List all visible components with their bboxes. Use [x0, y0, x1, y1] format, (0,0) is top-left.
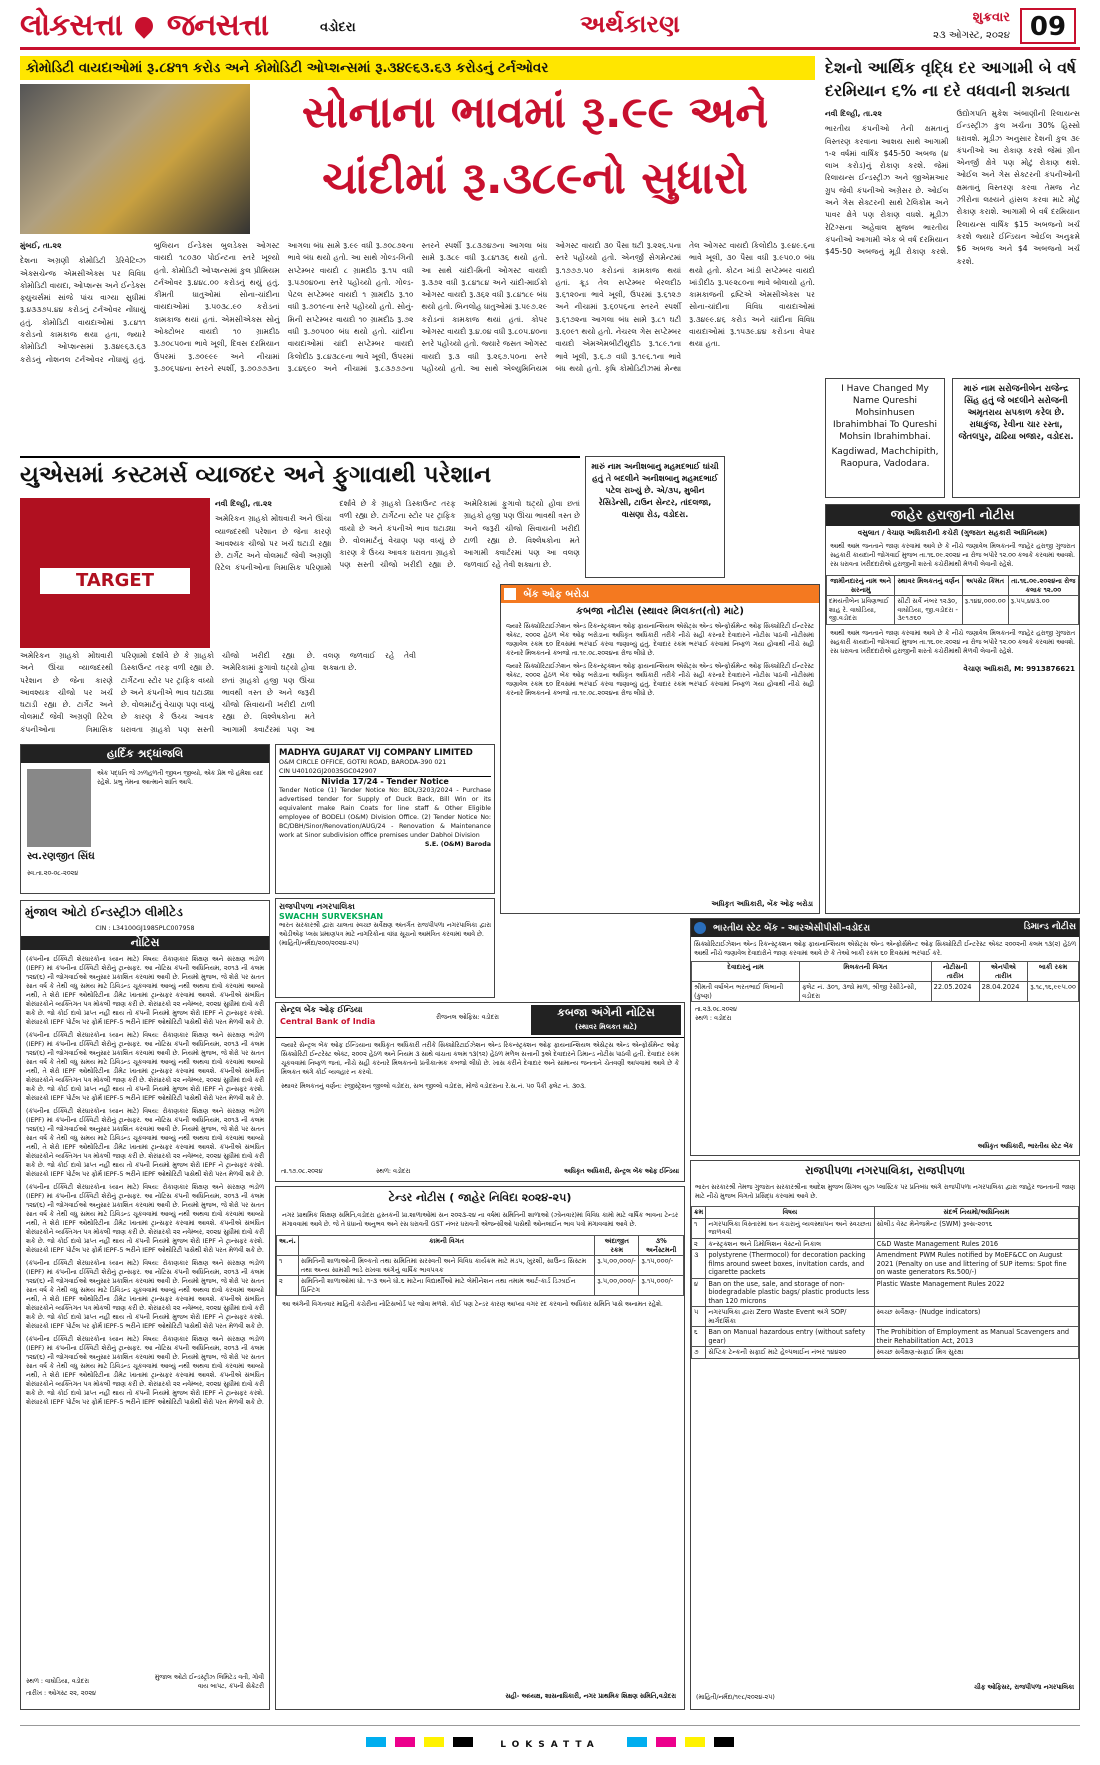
cb-bank: સેન્ટ્રલ બેંક ઓફ ઈન્ડિયા [280, 1005, 363, 1014]
bob-sign: અધિકૃત અધિકારી, બેંક ઓફ બરોડા [711, 900, 813, 908]
pn-price2: રૂ.૫૫,૪૪૩.૦૦ [1008, 596, 1078, 625]
pn-owner: દમયંતીબેન પ્રવિણભાઈ શાહ રે. વાઘોડિયા, જી.વડોદરા [827, 596, 895, 625]
bob-logo-icon [504, 588, 516, 600]
table-row: ૧ નગરપાલિકા વિસ્તારમાં ઘન કચરાનું વ્યવસ્થાપન અને સ્વચ્છતા જાળવવી સોલીડ વેસ્ટ મેનેજમેન્ટ (SWM) રૂલ્સ-૨૦૧૬ [692, 1218, 1079, 1238]
mgvcl-sign: S.E. (O&M) Baroda [424, 841, 491, 848]
mgvcl-address: O&M CIRCLE OFFICE, GOTRI ROAD, BARODA-390 021 [279, 759, 447, 766]
munjal-company: મુંજાલ ઓટો ઈન્ડસ્ટ્રીઝ લીમીટેડ [25, 905, 183, 919]
munjal-place: સ્થળ : વાઘોડિયા, વડોદરા [26, 1678, 89, 1685]
tender-table [276, 1235, 684, 1296]
us-dateline: નવી દિલ્હી, તા.૨૨ [215, 499, 272, 508]
swachh-ref: (માહિતી/નર્મદા/૨૦૦/૨૦૨૪-૨૫) [279, 940, 359, 947]
economy-headline: દેશનો આર્થિક વૃદ્ધિ દર આગામી બે વર્ષ દરમિયાન ૬% ના દરે વધવાની શક્યતા [825, 58, 1077, 100]
economy-text: ભારતીય કંપનીઓ તેની ક્ષમતાનું વિસ્તરણ કરવાના આશય સાથે આગામી ૧-૨ વર્ષમાં વાર્ષિક $45-50 અબજ (૪ લાખ કરોડ)નું રોકાણ કરશે. જેમાં રિલાયન્સ ઈન્ડસ્ટ્રીઝ અને જીએમઆર ગ્રુપ જેવી કંપનીઓ અગ્રેસર છે. ઓઈલ અને ગેસ સેક્ટરની સાથે ટેલિકોમ અને પાવર ક્ષેત્રે પણ રોકાણ વધશે. મૂડીઝ રેટિંગ્સના અહેવાલ મુજબ ભારતીય કંપનીઓ આગામી એક બે વર્ષ દરમિયાન $45-50 અબજનું મૂડી રોકાણ કરશે. ઉદ્યોગપતિ મુકેશ અંબાણીની રિલાયન્સ ઈન્ડસ્ટ્રીઝ કુલ ખર્ચના 30% હિસ્સો ધરાવશે. મૂડીઝ અનુસાર દેશની કુલ ૩૯ કંપનીઓ આ રોકાણ કરશે જેમાં ગ્રીન એનર્જી ક્ષેત્રે પણ મોટું રોકાણ થશે. ઓઈલ અને ગેસ સેક્ટરની કંપનીઓની ક્ષમતાનું વિસ્તરણ કરવા તેમજ નેટ ઝીરોના લક્ષ્યને હાંસલ કરવા માટે મોટું રોકાણ કરાશે. આગામી બે વર્ષ દરમિયાન રિલાયન્સ વાર્ષિક $15 અબજનો ખર્ચ કરશે જ્યારે ઈન્ડિયન ઓઈલ અનુક્રમે $6 અબજ અને $4 અબજનો ખર્ચ કરશે. [825, 109, 1080, 266]
cb-body: જ્યારે સેન્ટ્રલ બેંક ઓફ ઈન્ડિયાના અધિકૃત અધિકારી તરીકે સિક્યોરિટાઈઝેશન એન્ડ રિકન્સ્ટ્રક્શન ઓફ ફાયનાન્શિયલ એસેટ્સ એન્ડ એન્ફોર્સમેન્ટ ઓફ સિક્યોરિટી ઈન્ટરેસ્ટ એક્ટ, ૨૦૦૨ હેઠળ અને નિયમ ૩ સાથે વાંચતા કલમ ૧૩(૧૨) હેઠળ મળેલ સત્તાની રૂએ દેવાદારને ડિમાન્ડ નોટીસ પાઠવી હતી. દેવાદાર રકમ ચૂકવવામાં નિષ્ફળ જતાં, નીચે સહી કરનારે મિલકતનો પ્રતીકાત્મક કબજો લીધો છે. ખાસ કરીને દેવાદાર અને સામાન્ય જનતાને ચેતવણી આપવામાં આવે છે કે મિલકત અંગે કોઈ વ્યવહાર ન કરવો. [281, 1042, 679, 1076]
munjal-body-4: (કંપનીના ઈક્વિટી શેરધારકોના ધ્યાન માટે) વિષય: રોકાણકાર શિક્ષણ અને સંરક્ષણ ભંડોળ (IEPF) માં કંપનીના ઈક્વિટી શેરોનું ટ્રાન્સફર. આ નોટિસ કંપની અધિનિયમ, ૨૦૧૩ ની કલમ ૧૨૪(૬) ની જોગવાઈઓ અનુસાર પ્રકાશિત કરવામાં આવી છે. નિયમો મુજબ, જે શેરો પર સતત સાત વર્ષ કે તેથી વધુ સમય માટે ડિવિડન્ડ ચૂકવવામાં આવ્યું નથી અથવા દાવો કરવામાં આવ્યો નથી, તે શેરો IEPF ઓથોરિટીના ડીમેટ ખાતામાં ટ્રાન્સફર કરવામાં આવશે. કંપનીએ સંબંધિત શેરધારકોને વ્યક્તિગત પત્ર મોકલી જાણ કરી છે. શેરધારકો ૨૨ નવેમ્બર, ૨૦૨૪ સુધીમાં દાવો કરી શકે છે. જો કોઈ દાવો પ્રાપ્ત નહીં થાય તો કંપની નિયમો મુજબ શેરો IEPF ને ટ્રાન્સફર કરશે. શેરધારકો IEPF પોર્ટલ પર ફોર્મ IEPF-5 ભરીને IEPF ઓથોરિટી પાસેથી શેરો પરત મેળવી શકે છે. [26, 1184, 264, 1254]
name-change-box [825, 378, 945, 498]
munjal-notice [20, 900, 270, 1710]
logo-pin-icon [132, 13, 157, 38]
tender-notice [275, 1186, 685, 1710]
mgvcl-company: MADHYA GUJARAT VIJ COMPANY LIMITED [279, 748, 473, 758]
sbi-col-npa: એનપીએ તારીખ [979, 962, 1028, 982]
rajpipla-title: રાજપીપળા નગરપાલિકા, રાજપીપળા [805, 1164, 965, 1177]
sbi-col-date: નોટીસની તારીખ [931, 962, 979, 982]
tender-sign: સહી- અધ્યક્ષ, શાસનાધિકારી, નગર પ્રાથમિક શિક્ષણ સમિતિ,વડોદરા [505, 1693, 676, 1700]
economy-body [825, 108, 1080, 370]
sbi-date: તા.૨૩.૦૮.૨૦૨૪ [695, 1006, 737, 1013]
mgvcl-cin: CIN U40102GJ2003SGC042907 [279, 768, 377, 775]
rajpipla-ref: (માહિતી/નર્મદા/૧૯૮/૨૦૨૪-૨૫) [696, 1694, 775, 1701]
rajpipla-notice [690, 1160, 1080, 1710]
mgvcl-nivida: Nivida 17/24 - Tender Notice [279, 776, 491, 786]
public-notice-body-2: આથી આમ જનતાને જાણ કરવામાં આવે છે કે નીચે જણાવેલ મિલકતની જાહેર હરાજી ગુજરાત સહકારી કાયદાની જોગવાઈ મુજબ તા.૧૬.૦૯.૨૦૨૪ ના રોજ બપોરે ૧૨.૦૦ કલાકે કરવામાં આવશે. રસ ધરાવતા ખરીદદારોએ હરાજીની શરતો કચેરીમાંથી મેળવી લેવાની રહેશે. [830, 629, 1075, 655]
public-notice-officer: વેચાણ અધિકારી, M: 9913876621 [963, 664, 1075, 673]
obituary-photo [27, 769, 91, 847]
swatch-cyan-2 [627, 1737, 647, 1747]
footer-color-bar [20, 1725, 1080, 1749]
sbi-col-name: દેવાદારનું નામ [692, 962, 800, 982]
munjal-body-5: (કંપનીના ઈક્વિટી શેરધારકોના ધ્યાન માટે) વિષય: રોકાણકાર શિક્ષણ અને સંરક્ષણ ભંડોળ (IEPF) માં કંપનીના ઈક્વિટી શેરોનું ટ્રાન્સફર. આ નોટિસ કંપની અધિનિયમ, ૨૦૧૩ ની કલમ ૧૨૪(૬) ની જોગવાઈઓ અનુસાર પ્રકાશિત કરવામાં આવી છે. નિયમો મુજબ, જે શેરો પર સતત સાત વર્ષ કે તેથી વધુ સમય માટે ડિવિડન્ડ ચૂકવવામાં આવ્યું નથી અથવા દાવો કરવામાં આવ્યો નથી, તે શેરો IEPF ઓથોરિટીના ડીમેટ ખાતામાં ટ્રાન્સફર કરવામાં આવશે. કંપનીએ સંબંધિત શેરધારકોને વ્યક્તિગત પત્ર મોકલી જાણ કરી છે. શેરધારકો ૨૨ નવેમ્બર, ૨૦૨૪ સુધીમાં દાવો કરી શકે છે. જો કોઈ દાવો પ્રાપ્ત નહીં થાય તો કંપની નિયમો મુજબ શેરો IEPF ને ટ્રાન્સફર કરશે. શેરધારકો IEPF પોર્ટલ પર ફોર્મ IEPF-5 ભરીને IEPF ઓથોરિટી પાસેથી શેરો પરત મેળવી શકે છે. [26, 1260, 264, 1330]
swatch-cyan [366, 1737, 386, 1747]
section-title: અર્થકારણ [580, 10, 680, 38]
masthead [20, 6, 1080, 50]
sbi-col-amount: બાકી રકમ [1028, 962, 1079, 982]
sbi-logo-icon [694, 922, 706, 934]
public-notice-table [826, 575, 1079, 625]
table-row: ૨ કન્સ્ટ્રક્શન અને ડિમોલિશન વેસ્ટનો નિકાલ C&D Waste Management Rules 2016 [692, 1238, 1079, 1250]
us-text: અમેરિકન ગ્રાહકો મોંઘવારી અને ઊંચા વ્યાજદરથી પરેશાન છે જેના કારણે આવશ્યક ચીજો પર ખર્ચ ઘટાડી રહ્યા છે. ટાર્ગેટ અને વોલમાર્ટ જેવી અગ્રણી રિટેલ કંપનીઓના ત્રિમાસિક પરિણામો દર્શાવે છે કે ગ્રાહકો ડિસ્કાઉન્ટ તરફ વળી રહ્યા છે. ટાર્ગેટના સ્ટોર પર ટ્રાફિક વધ્યો છે અને કંપનીએ ભાવ ઘટાડ્યા છે. વોલમાર્ટનું વેચાણ પણ વધ્યું છે કારણ કે ઉચ્ચ આવક ધરાવતા ગ્રાહકો પણ સસ્તી ચીજો ખરીદી રહ્યા છે. અમેરિકામાં ફુગાવો ઘટ્યો હોવા છતાં ગ્રાહકો હજી પણ ઊંચા ભાવથી ત્રસ્ત છે અને જરૂરી ચીજો સિવાયની ખરીદી ટાળી રહ્યા છે. વિશ્લેષકોના મતે આગામી ક્વાર્ટરમાં પણ આ વલણ જળવાઈ રહે તેવી શક્યતા છે. [215, 499, 580, 573]
tender-col-no: અ.નં. [277, 1236, 299, 1256]
public-notice [825, 504, 1080, 914]
pn-col-price: અપસેટ કિંમત [962, 576, 1008, 596]
lead-headline-1: સોનાના ભાવમાં રૂ.૯૯ અને [301, 87, 769, 138]
table-row: ૬ Ban on Manual hazardous entry (without safety gear) The Prohibition of Employment as Manual Scavengers and their Rehabilitation Act, 2013 [692, 1327, 1079, 1347]
table-row: ૩ polystyrene (Thermocol) for decoration packing films around sweet boxes, invitation cards, and cigarette packets Amendment PWM Rules notified by MoEF&CC on August 2021 (Penalty on use and littering of SUP items: Spot fine on waste generators Rs.500/-) [692, 1250, 1079, 1279]
classified-1: મારું નામ અનીશબાનુ મહમદભાઈ ઘાંચી હતું તે બદલીને અનીશબાનુ મહમદભાઈ પટેલ રાખ્યું છે. એ/૩૫, મુબીન રેસિડેન્સી, ટાઉન સેન્ટર, તાંદલજા, વાસણા રોડ, વડોદરા. [585, 456, 725, 578]
bob-body-2: જ્યારે સિક્યોરિટાઈઝેશન એન્ડ રિકન્સ્ટ્રક્શન ઓફ ફાયનાન્શિયલ એસેટ્સ એન્ડ એન્ફોર્સમેન્ટ ઓફ સિક્યોરિટી ઈન્ટરેસ્ટ એક્ટ, ૨૦૦૨ હેઠળ બેંક ઓફ બરોડાના અધિકૃત અધિકારી તરીકે નીચે સહી કરનારે દેવાદારને નોટીસ પાઠવી નોટીસમાં જણાવેલ રકમ ૬૦ દિવસમાં ભરપાઈ કરવા જણાવ્યું હતું. દેવાદાર રકમ ભરપાઈ કરવામાં નિષ્ફળ ગયા હોવાથી નીચે સહી કરનારે મિલકતનો કબજો તા.૧૯.૦૮.૨૦૨૪ના રોજ લીધો છે. [506, 663, 814, 697]
table-row: ૧ સમિતિની શાળાઓની મિલ્કતો તથા સમિતિમાં સરસ્વતી અને વિવિધ કાર્યક્રમ માટે મંડપ, ખુરશી, સાઉન્ડ સિસ્ટમ તથા અન્ય સામગ્રી ભાડે રાખવા અંગેનું વાર્ષિક ભાવપત્રક રૂ.૫,૦૦,૦૦૦/- રૂ.૧૫,૦૦૦/- [277, 1256, 684, 1276]
sbi-col-property: મિલકતની વિગત [800, 962, 932, 982]
munjal-sign: મુંજાલ ઓટો ઈન્ડસ્ટ્રીઝ લિમિટેડ વતી, ગોવી વાય બાપટ, કંપની સેક્રેટરી [154, 1674, 264, 1690]
rajpipla-table [691, 1206, 1079, 1359]
swatch-yellow-2 [685, 1737, 705, 1747]
obituary-name: સ્વ.રણજીત સિંઘ [27, 851, 95, 862]
cb-date: તા.૧૭.૦૮.૨૦૨૪ [281, 1168, 323, 1175]
lead-strap: કોમોડિટી વાયદાઓમાં રૂ.૮૪૧૧ કરોડ અને કોમોડિટી ઓપ્શન્સમાં રૂ.૩૪૯૬૩.૬૩ કરોડનું ટર્નઓવર [20, 56, 815, 80]
munjal-body-2: (કંપનીના ઈક્વિટી શેરધારકોના ધ્યાન માટે) વિષય: રોકાણકાર શિક્ષણ અને સંરક્ષણ ભંડોળ (IEPF) માં કંપનીના ઈક્વિટી શેરોનું ટ્રાન્સફર. આ નોટિસ કંપની અધિનિયમ, ૨૦૧૩ ની કલમ ૧૨૪(૬) ની જોગવાઈઓ અનુસાર પ્રકાશિત કરવામાં આવી છે. નિયમો મુજબ, જે શેરો પર સતત સાત વર્ષ કે તેથી વધુ સમય માટે ડિવિડન્ડ ચૂકવવામાં આવ્યું નથી અથવા દાવો કરવામાં આવ્યો નથી, તે શેરો IEPF ઓથોરિટીના ડીમેટ ખાતામાં ટ્રાન્સફર કરવામાં આવશે. કંપનીએ સંબંધિત શેરધારકોને વ્યક્તિગત પત્ર મોકલી જાણ કરી છે. શેરધારકો ૨૨ નવેમ્બર, ૨૦૨૪ સુધીમાં દાવો કરી શકે છે. જો કોઈ દાવો પ્રાપ્ત નહીં થાય તો કંપની નિયમો મુજબ શેરો IEPF ને ટ્રાન્સફર કરશે. શેરધારકો IEPF પોર્ટલ પર ફોર્મ IEPF-5 ભરીને IEPF ઓથોરિટી પાસેથી શેરો પરત મેળવી શકે છે. [26, 1032, 264, 1102]
tender-title: ટેન્ડર નોટીસ ( જાહેર નિવિદા ૨૦૨૪-૨૫) [388, 1191, 572, 1204]
sbi-row-name: શ્રીમતી વર્ષાબેન ભરતભાઈ લિબાની (કુષ્ણ) [692, 982, 800, 1002]
obituary-title: હાર્દિક શ્રદ્ધાંજલિ [21, 745, 269, 763]
cb-title: કબજા અંગેની નોટિસ (સ્થાવર મિલકત માટે) [531, 1005, 681, 1035]
lead-body [20, 240, 815, 450]
target-photo [20, 498, 210, 648]
cb-property: સ્થાવર મિલકતનું વર્ણન: રજીસ્ટ્રેશન જીલ્લો વડોદરા, સબ જીલ્લો વડોદરા, મોજે વડોદરાના રે.સ.નં. ૫૦ પૈકી ફ્લેટ નં. ૩૦૩. [281, 1083, 587, 1090]
bob-notice [500, 584, 820, 914]
sbi-table [691, 961, 1079, 1002]
cb-bank-en: Central Bank of India [280, 1017, 376, 1026]
pn-price: રૂ.૧૪૪,૦૦૦.૦૦ [962, 596, 1008, 625]
tender-body: નગર પ્રાથમિક શિક્ષણ સમિતિ,વડોદરા હસ્તકની પ્રા.શાળાઓમાં સન ૨૦૨૩-૨૪ ના વર્ષમાં સમિતિની શાળાઓ (ઝોનવાર)માં વિવિધ કામો માટે વાર્ષિક ભાવના ટેન્ડર મંગાવવામાં આવે છે. જે તે ધંધાનો અનુભવ અને રસ ધરાવતી GST નંબર ધરાવતી એજન્સીઓ પાસેથી ઓનલાઈન ભાવ પત્રો મંગાવવામાં આવે છે. [282, 1212, 678, 1228]
munjal-cin: CIN : L34100GJ1985PLC007958 [95, 925, 195, 932]
mgvcl-notice [275, 744, 495, 894]
table-row: ૪ Ban on the use, sale, and storage of non-biodegradable plastic bags/ plastic products less than 120 microns Plastic Waste Management Rules 2022 [692, 1278, 1079, 1307]
pn-col-date: તા.૧૬.૦૯.૨૦૨૪ના રોજ કલાક ૧૨.૦૦ [1008, 576, 1078, 596]
lead-headline-2: ચાંદીમાં રૂ.૩૮૯નો સુધારો [322, 153, 748, 204]
sbi-row-amount: રૂ.૧૮,૧૬,૯૯૫.૦૦ [1028, 982, 1079, 1002]
swatch-black-2 [714, 1737, 734, 1747]
rp-col-rule: સંદર્ભ નિયમો/અધિનિયમ [874, 1207, 1078, 1219]
lead-text: દેશના અગ્રણી કોમોડિટી ડેરિવેટિવ્ઝ એક્સચેન્જ એમસીએક્સ પર વિવિધ કોમોડિટી વાયદા, ઓપ્શન્સ અને ઈન્ડેક્સ ફ્યુચર્સમાં સાંજે પાંચ વાગ્યા સુધીમાં રૂ.૪૩૩૭૫.૪૪ કરોડનું ટર્નઓવર નોંધાયું હતું. કોમોડિટી વાયદાઓમાં રૂ.૮૪૧૧ કરોડનો કામકાજ થયા હતા, જ્યારે કોમોડિટી ઓપ્શન્સમાં રૂ.૩૪૯૬૩.૬૩ કરોડનું નોશનલ ટર્નઓવર નોંધાયું હતું. બુલિયન ઈન્ડેક્સ બુલડેક્સ ઓગસ્ટ વાયદો ૧૮૦૩૦ પોઈન્ટના સ્તરે ખૂલ્યો હતો. કોમોડિટી ઓપ્શન્સમાં કુલ પ્રીમિયમ ટર્નઓવર રૂ.૪૪૮.૦૦ કરોડનું થયું હતું. કીમતી ધાતુઓમાં સોના-ચાંદીના વાયદાઓમાં રૂ.૫૦૩૮.૯૦ કરોડનાં કામકાજ થયાં હતાં. એમસીએક્સ સોનું ઓક્ટોબર વાયદો ૧૦ ગ્રામદીઠ રૂ.૭૦૮૫૦ના ભાવે ખૂલી, દિવસ દરમિયાન ઉપરમાં રૂ.૭૦૯૯૯ અને નીચામાં રૂ.૭૦૬૫૪ના સ્તરને સ્પર્શી, રૂ.૭૦૭૭૩ના આગલા બંધ સામે રૂ.૯૯ વધી રૂ.૭૦૮૭૨ના ભાવે બંધ થયો હતો. આ સાથે ગોલ્ડ-ગિની સપ્ટેમ્બર વાયદો ૮ ગ્રામદીઠ રૂ.૧૫ વધી રૂ.૫૭૦૪૦ના સ્તરે પહોંચ્યો હતો. ગોલ્ડ-પેટલ સપ્ટેમ્બર વાયદો ૧ ગ્રામદીઠ રૂ.૧૦ વધી રૂ.૭૦૧૯ના સ્તરે પહોંચ્યો હતો. સોનું-મિની સપ્ટેમ્બર વાયદો ૧૦ ગ્રામદીઠ રૂ.૭૨ વધી રૂ.૭૦૫૦૦ બંધ થયો હતો. ચાંદીના વાયદાઓમાં ચાંદી સપ્ટેમ્બર વાયદો કિલોદીઠ રૂ.૮૪૩૮૯ના ભાવે ખૂલી, ઉપરમાં રૂ.૮૪૬૯૦ અને નીચામાં રૂ.૮૩૭૭૭ના સ્તરને સ્પર્શી રૂ.૮૩૭૪૭ના આગલા બંધ સામે રૂ.૩૮૯ વધી રૂ.૮૪૧૩૬ થયો હતો. આ સાથે ચાંદી-મિની ઓગસ્ટ વાયદો રૂ.૩૭૨ વધી રૂ.૮૪૧૮૪ અને ચાંદી-માઈક્રો ઓગસ્ટ વાયદો રૂ.૩૬૨ વધી રૂ.૮૪૧૮૯ બંધ થયો હતો. બિનલોહ ધાતુઓમાં રૂ.૫૯૭.૨૯ કરોડનાં કામકાજ થયાં હતાં. કોપર ઓગસ્ટ વાયદો રૂ.૪.૦૪ વધી રૂ.૮૦૫.૪૦ના સ્તરે પહોંચ્યો હતો. જ્યારે જસત ઓગસ્ટ વાયદો રૂ.૩ વધી રૂ.૨૬૭.૫૦ના સ્તરે પહોંચ્યો હતો. આ સાથે એલ્યુમિનિયમ ઓગસ્ટ વાયદો ૩૦ પૈસા ઘટી રૂ.૨૨૬.૫ના સ્તરે પહોંચ્યો હતો. એનર્જી સેગમેન્ટમાં રૂ.૧૭૭૭.૫૦ કરોડનાં કામકાજ થયાં હતાં. ક્રૂડ તેલ સપ્ટેમ્બર બેરલદીઠ રૂ.૬૧૨૦ના ભાવે ખૂલી, ઉપરમાં રૂ.૬૧૨૭ અને નીચામાં રૂ.૬૦૫૬ના સ્તરને સ્પર્શી રૂ.૬૧૭૨ના આગલા બંધ સામે રૂ.૮૧ ઘટી રૂ.૬૦૯૧ થયો હતો. નેચરલ ગેસ સપ્ટેમ્બર વાયદો એમએમબીટીયુદીઠ રૂ.૧૮૯.૧ના ભાવે ખૂલી, રૂ.૬.૭ વધી રૂ.૧૯૬.૧ના ભાવે બંધ થયો હતો. કૃષિ કોમોડિટીઝમાં મેન્થા તેલ ઓગસ્ટ વાયદો કિલોદીઠ રૂ.૯૪૯.૬ના ભાવે ખૂલી, ૩૦ પૈસા વધી રૂ.૯૫૦.૦ બંધ થયો હતો. કોટન ખાંડી સપ્ટેમ્બર વાયદો ખાંડીદીઠ રૂ.૫૯૨૮૦ના ભાવે બોલાયો હતો. કામકાજની દ્રષ્ટિએ એમસીએક્સ પર સોના-ચાંદીના વિવિધ વાયદાઓમાં રૂ.૩૪૯૯.૪૬ કરોડ અને ચાંદીના વિવિધ વાયદાઓમાં રૂ.૧૫૩૯.૪૪ કરોડના વેપાર થયા હતા. [20, 241, 815, 373]
cb-place: સ્થળ: વડોદરા [376, 1168, 411, 1175]
tender-col-amount: અંદાજીત રકમ [595, 1236, 639, 1256]
obituary-dates: સ્વ.તા.૨૦-૦૮-૨૦૨૪ [27, 870, 79, 877]
munjal-body-3: (કંપનીના ઈક્વિટી શેરધારકોના ધ્યાન માટે) વિષય: રોકાણકાર શિક્ષણ અને સંરક્ષણ ભંડોળ (IEPF) માં કંપનીના ઈક્વિટી શેરોનું ટ્રાન્સફર. આ નોટિસ કંપની અધિનિયમ, ૨૦૧૩ ની કલમ ૧૨૪(૬) ની જોગવાઈઓ અનુસાર પ્રકાશિત કરવામાં આવી છે. નિયમો મુજબ, જે શેરો પર સતત સાત વર્ષ કે તેથી વધુ સમય માટે ડિવિડન્ડ ચૂકવવામાં આવ્યું નથી અથવા દાવો કરવામાં આવ્યો નથી, તે શેરો IEPF ઓથોરિટીના ડીમેટ ખાતામાં ટ્રાન્સફર કરવામાં આવશે. કંપનીએ સંબંધિત શેરધારકોને વ્યક્તિગત પત્ર મોકલી જાણ કરી છે. શેરધારકો ૨૨ નવેમ્બર, ૨૦૨૪ સુધીમાં દાવો કરી શકે છે. જો કોઈ દાવો પ્રાપ્ત નહીં થાય તો કંપની નિયમો મુજબ શેરો IEPF ને ટ્રાન્સફર કરશે. શેરધારકો IEPF પોર્ટલ પર ફોર્મ IEPF-5 ભરીને IEPF ઓથોરિટી પાસેથી શેરો પરત મેળવી શકે છે. [26, 1108, 264, 1178]
mgvcl-body: Tender Notice (1) Tender Notice No: BDL/3203/2024 - Purchase advertised tender for Supply of Duck Back, Bill Win or its equivalent make Rain Coats for line staff & Other Eligible employee of BODELI (O&M) Division Office. (2) Tender Notice No: BC/DBH/Sinor/Renovation/AUG/24 - Renovation & Maintenance work at Sinor subdivision office premises under Dabhoi Division [279, 787, 491, 839]
economy-dateline: નવી દિલ્હી, તા.૨૨ [825, 109, 882, 118]
target-label: TARGET [40, 568, 190, 594]
table-row: ૭ સેપ્ટિક ટેન્કની સફાઈ માટે હેલ્પલાઈન નંબર ૧૪૪૨૦ સ્વચ્છ સર્વેક્ષણ-સફાઈ મિત્ર સુરક્ષા [692, 1347, 1079, 1359]
swatch-yellow [424, 1737, 444, 1747]
rajpipla-sign: ચીફ ઓફિસર, રાજપીપળા નગરપાલિકા [973, 1684, 1074, 1691]
public-notice-body: આથી આમ જનતાને જાણ કરવામાં આવે છે કે નીચે જણાવેલ મિલકતની જાહેર હરાજી ગુજરાત સહકારી કાયદાની જોગવાઈ મુજબ તા.૧૬.૦૯.૨૦૨૪ ના રોજ બપોરે ૧૨.૦૦ કલાકે કરવામાં આવશે. રસ ધરાવતા ખરીદદારોએ હરાજીની શરતો કચેરીમાંથી મેળવી લેવાની રહેશે. [830, 543, 1075, 568]
public-notice-title: જાહેર હરાજીની નોટીસ [826, 505, 1079, 526]
sbi-row-date: 22.05.2024 [931, 982, 979, 1002]
date: ૨૩ ઓગસ્ટ, ૨૦૨૪ [933, 30, 1010, 41]
cb-sign: અધિકૃત અધિકારી, સેન્ટ્રલ બેંક ઓફ ઈન્ડિયા [564, 1168, 679, 1175]
swachh-notice [275, 898, 495, 998]
logo-left: લોકસત્તા [20, 8, 122, 43]
bob-bank: બેંક ઓફ બરોડા [501, 585, 819, 603]
bob-body: જ્યારે સિક્યોરિટાઈઝેશન એન્ડ રિકન્સ્ટ્રક્શન ઓફ ફાયનાન્શિયલ એસેટ્સ એન્ડ એન્ફોર્સમેન્ટ ઓફ સિક્યોરિટી ઈન્ટરેસ્ટ એક્ટ, ૨૦૦૨ હેઠળ બેંક ઓફ બરોડાના અધિકૃત અધિકારી તરીકે નીચે સહી કરનારે દેવાદારને નોટીસ પાઠવી નોટીસમાં જણાવેલ રકમ ૬૦ દિવસમાં ભરપાઈ કરવા જણાવ્યું હતું. દેવાદાર રકમ ભરપાઈ કરવામાં નિષ્ફળ ગયા હોવાથી નીચે સહી કરનારે મિલકતનો કબજો તા.૧૯.૦૮.૨૦૨૪ના રોજ લીધો છે. [506, 623, 814, 657]
commodity-photo [20, 84, 250, 234]
cb-header [276, 1003, 684, 1038]
swachh-title: રાજપીપળા નગરપાલિકા [279, 902, 355, 911]
lead-dateline: મુંબઈ, તા.૨૨ [20, 241, 62, 250]
name-change-address: Kagdiwad, Machchipith, Raopura, Vadodara. [831, 447, 939, 469]
cb-subtitle: (સ્થાવર મિલકત માટે) [575, 1023, 637, 1031]
edition-city: વડોદરા [320, 20, 356, 35]
table-row: ૫ નગરપાલિકા દ્વારા Zero Waste Event અંગે SOP/માર્ગદર્શિકા સ્વચ્છ સર્વેક્ષણ- (Nudge indicators) [692, 1307, 1079, 1327]
obituary [20, 744, 270, 894]
pn-col-owner: જામીનદારનું નામ અને સરનામું [827, 576, 895, 596]
munjal-title: નોટિસ [21, 936, 269, 950]
rp-col-no: ક્રમ [692, 1207, 706, 1219]
tender-col-work: કામની વિગત [298, 1236, 594, 1256]
sbi-header: ભારતીય સ્ટેટ બેંક - આરએસીપીસી-વડોદરા ડિમાન્ડ નોટીસ [691, 919, 1079, 937]
rajpipla-intro: ભારત સરકારશ્રી તેમજ ગુજરાત સરકારશ્રીના આદેશ મુજબ સિંગલ યુઝ પ્લાસ્ટિક પર પ્રતિબંધ અંગે રાજપીપળા નગરપાલિકા દ્વારા જાહેર જનતાની જાણ માટે નીચે મુજબ વિગતો પ્રસિદ્ધ કરવામાં આવે છે. [695, 1184, 1075, 1200]
public-notice-subtitle: વસુલાત / વેચાણ અધિકારીની કચેરી (ગુજરાત સહકારી અધિનિયમ) [857, 529, 1048, 537]
swachh-badge: SWACHH SURVEKSHAN [279, 912, 384, 921]
swachh-body: ભારત સરકારશ્રી દ્વારા ચાલતા સ્વચ્છ સર્વેક્ષણ અંતર્ગત રાજપીપળા નગરપાલિકા દ્વારા ઓડીએફ પ્લસ પ્રમાણપત્ર માટે નાગરિકોના વાંધા સૂચનો આમંત્રિત કરવામાં આવે છે. [279, 922, 491, 938]
tender-col-emd: ૩% અર્નેસ્ટમની [639, 1236, 684, 1256]
sbi-body: સિક્યોરિટાઈઝેશન એન્ડ રિકન્સ્ટ્રક્શન ઓફ ફાયનાન્શિયલ એસેટ્સ એન્ડ એન્ફોર્સમેન્ટ ઓફ સિક્યોરિટી ઈન્ટરેસ્ટ એક્ટ ૨૦૦૨ની કલમ ૧૩(૨) હેઠળ આથી નીચે જણાવેલ દેવાદારોને જાણ કરવામાં આવે છે કે તેઓ બાકી રકમ ૬૦ દિવસમાં ભરપાઈ કરે. [694, 941, 1076, 957]
rp-col-subject: વિષય [706, 1207, 874, 1219]
us-headline: યુએસમાં કસ્ટમર્સ વ્યાજદર અને ફુગાવાથી પરેશાન [20, 456, 580, 492]
central-bank-notice [275, 1002, 685, 1182]
name-change-title: I Have Changed My Name Qureshi Mohsinhusen Ibrahimbhai To Qureshi Mohsin Ibrahimbhai. [833, 384, 937, 442]
cb-branch: રીજનલ ઓફિસ: વડોદરા [436, 1014, 499, 1021]
day: શુક્રવાર [972, 10, 1010, 25]
us-text-lower: અમેરિકન ગ્રાહકો મોંઘવારી અને ઊંચા વ્યાજદરથી પરેશાન છે જેના કારણે આવશ્યક ચીજો પર ખર્ચ ઘટાડી રહ્યા છે. ટાર્ગેટ અને વોલમાર્ટ જેવી અગ્રણી રિટેલ કંપનીઓના ત્રિમાસિક પરિણામો દર્શાવે છે કે ગ્રાહકો ડિસ્કાઉન્ટ તરફ વળી રહ્યા છે. ટાર્ગેટના સ્ટોર પર ટ્રાફિક વધ્યો છે અને કંપનીએ ભાવ ઘટાડ્યા છે. વોલમાર્ટનું વેચાણ પણ વધ્યું છે કારણ કે ઉચ્ચ આવક ધરાવતા ગ્રાહકો પણ સસ્તી ચીજો ખરીદી રહ્યા છે. અમેરિકામાં ફુગાવો ઘટ્યો હોવા છતાં ગ્રાહકો હજી પણ ઊંચા ભાવથી ત્રસ્ત છે અને જરૂરી ચીજો સિવાયની ખરીદી ટાળી રહ્યા છે. વિશ્લેષકોના મતે આગામી ક્વાર્ટરમાં પણ આ વલણ જળવાઈ રહે તેવી શક્યતા છે. [20, 651, 416, 734]
us-body-lower [20, 650, 416, 740]
sbi-title: ડિમાન્ડ નોટીસ [1023, 922, 1076, 932]
swatch-black [453, 1737, 473, 1747]
logo-right: જનસત્તા [166, 8, 269, 43]
munjal-body-6: (કંપનીના ઈક્વિટી શેરધારકોના ધ્યાન માટે) વિષય: રોકાણકાર શિક્ષણ અને સંરક્ષણ ભંડોળ (IEPF) માં કંપનીના ઈક્વિટી શેરોનું ટ્રાન્સફર. આ નોટિસ કંપની અધિનિયમ, ૨૦૧૩ ની કલમ ૧૨૪(૬) ની જોગવાઈઓ અનુસાર પ્રકાશિત કરવામાં આવી છે. નિયમો મુજબ, જે શેરો પર સતત સાત વર્ષ કે તેથી વધુ સમય માટે ડિવિડન્ડ ચૂકવવામાં આવ્યું નથી અથવા દાવો કરવામાં આવ્યો નથી, તે શેરો IEPF ઓથોરિટીના ડીમેટ ખાતામાં ટ્રાન્સફર કરવામાં આવશે. કંપનીએ સંબંધિત શેરધારકોને વ્યક્તિગત પત્ર મોકલી જાણ કરી છે. શેરધારકો ૨૨ નવેમ્બર, ૨૦૨૪ સુધીમાં દાવો કરી શકે છે. જો કોઈ દાવો પ્રાપ્ત નહીં થાય તો કંપની નિયમો મુજબ શેરો IEPF ને ટ્રાન્સફર કરશે. શેરધારકો IEPF પોર્ટલ પર ફોર્મ IEPF-5 ભરીને IEPF ઓથોરિટી પાસેથી શેરો પરત મેળવી શકે છે. [26, 1336, 264, 1406]
table-row: ૨ સમિતિની શાળાઓમાં ધો. ૧-૩ અને ધો.૬ માટેના વિદ્યાર્થીઓ માટે લેમીનેશન તથા તમામ આર્ટ-કાર્ડ ડિઝાઈન પ્રિન્ટિંગ રૂ.૫,૦૦,૦૦૦/- રૂ.૧૫,૦૦૦/- [277, 1276, 684, 1296]
sbi-row-property: ફ્લેટ નં. ૩૦૧, ૩જો માળ, શ્રીજી રેસીડેન્સી, વડોદરા [800, 982, 932, 1002]
pn-property: સીટી સર્વે નંબર ૧૨૩૦, વાઘોડિયા, જી.વડોદરા - ૩૯૧૭૬૦ [895, 596, 962, 625]
munjal-body: (કંપનીના ઈક્વિટી શેરધારકોના ધ્યાન માટે) વિષય: રોકાણકાર શિક્ષણ અને સંરક્ષણ ભંડોળ (IEPF) માં કંપનીના ઈક્વિટી શેરોનું ટ્રાન્સફર. આ નોટિસ કંપની અધિનિયમ, ૨૦૧૩ ની કલમ ૧૨૪(૬) ની જોગવાઈઓ અનુસાર પ્રકાશિત કરવામાં આવી છે. નિયમો મુજબ, જે શેરો પર સતત સાત વર્ષ કે તેથી વધુ સમય માટે ડિવિડન્ડ ચૂકવવામાં આવ્યું નથી અથવા દાવો કરવામાં આવ્યો નથી, તે શેરો IEPF ઓથોરિટીના ડીમેટ ખાતામાં ટ્રાન્સફર કરવામાં આવશે. કંપનીએ સંબંધિત શેરધારકોને વ્યક્તિગત પત્ર મોકલી જાણ કરી છે. શેરધારકો ૨૨ નવેમ્બર, ૨૦૨૪ સુધીમાં દાવો કરી શકે છે. જો કોઈ દાવો પ્રાપ્ત નહીં થાય તો કંપની નિયમો મુજબ શેરો IEPF ને ટ્રાન્સફર કરશે. શેરધારકો IEPF પોર્ટલ પર ફોર્મ IEPF-5 ભરીને IEPF ઓથોરિટી પાસેથી શેરો પરત મેળવી શકે છે. [26, 956, 264, 1026]
swatch-magenta-2 [656, 1737, 676, 1747]
sbi-sign: અધિકૃત અધિકારી, ભારતીય સ્ટેટ બેંક [977, 1143, 1073, 1150]
sbi-row-npa: 28.04.2024 [979, 982, 1028, 1002]
pn-col-property: સ્થાવર મિલકતનું વર્ણન [895, 576, 962, 596]
swatch-magenta [395, 1737, 415, 1747]
sbi-notice [690, 918, 1080, 1156]
munjal-date: તારીખ : ઓગસ્ટ ૨૨, ૨૦૨૪ [26, 1690, 96, 1697]
bob-title: કબજા નોટીસ (સ્થાવર મિલકત(તો) માટે) [576, 606, 744, 617]
footer-word: LOKSATTA [500, 1740, 600, 1750]
classified-2: મારું નામ સરોજનીબેન રાજેન્દ્ર સિંહ હતું જે બદલીને સરોજની અમૃતરાય સપકાળ કરેલ છે. રાધાકુંજ, રેવીના ચાર રસ્તા, જેતલપુર, ઢાઢિયા બજાર, વડોદરા. [952, 378, 1080, 498]
obituary-body: એક પદ્ધતિ જે ઝળહળતી જીવન જીવ્યો, એક પ્રેમ જે હંમેશા યાદ રહેશે. પ્રભુ તેમના આત્માને શાંતિ આપે. [97, 770, 264, 786]
page-number: 09 [1020, 8, 1076, 44]
sbi-place: સ્થળ : વડોદરા [695, 1015, 732, 1022]
tender-footer: આ અંગેની વિગતવાર માહિતી કચેરીના નોટિસબોર્ડ પર જોવા મળશે. કોઈ પણ ટેન્ડર કારણ આપ્યા વગર રદ કરવાનો અધિકાર સમિતિ પાસે અનામત રહેશે. [282, 1301, 663, 1308]
logo [20, 8, 340, 46]
